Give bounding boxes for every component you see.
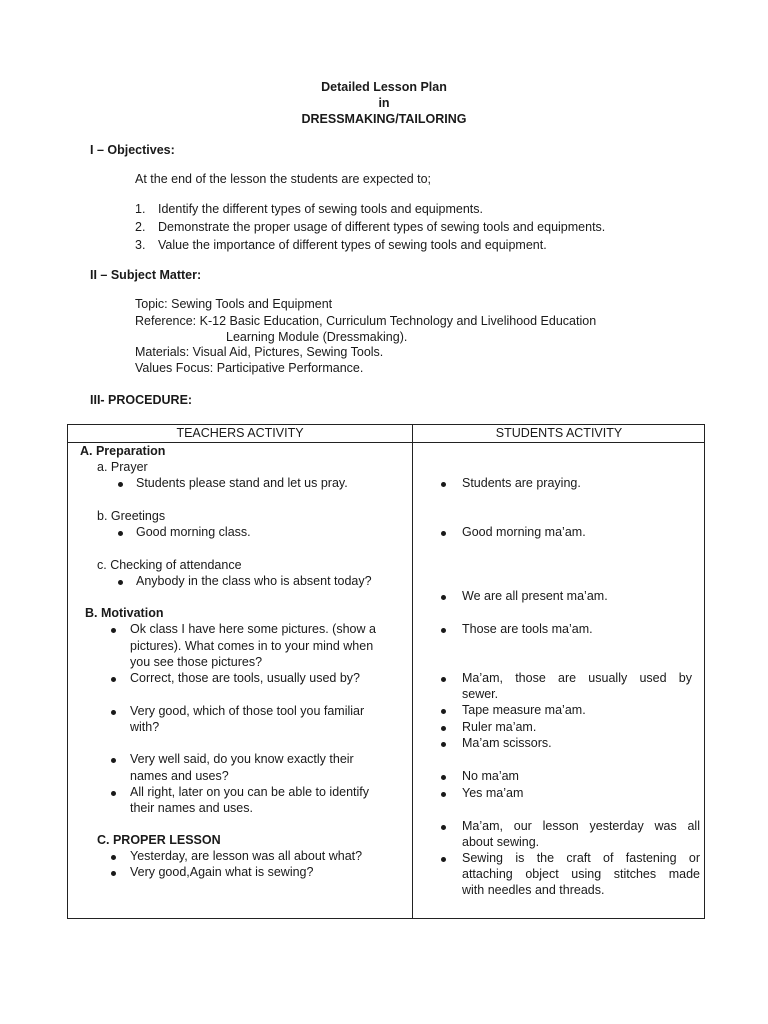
bullet-icon — [111, 677, 116, 682]
teacher-motivation-5a: All right, later on you can be able to identify — [130, 785, 370, 799]
student-response-6: Tape measure ma’am. — [462, 703, 586, 717]
teacher-motivation-1c: you see those pictures? — [130, 655, 263, 669]
bullet-icon — [441, 628, 446, 633]
item-attendance: c. Checking of attendance — [97, 558, 242, 572]
objective-item-1: Identify the different types of sewing tools and equipments. — [158, 202, 483, 216]
bullet-icon — [111, 791, 116, 796]
bullet-icon — [441, 792, 446, 797]
bullet-icon — [118, 580, 123, 585]
bullet-icon — [111, 710, 116, 715]
teacher-motivation-4b: names and uses? — [130, 769, 229, 783]
teacher-motivation-3a: Very good, which of those tool you familiar — [130, 704, 365, 718]
bullet-icon — [118, 482, 123, 487]
header-divider — [68, 442, 704, 443]
student-response-2: Good morning ma’am. — [462, 525, 586, 539]
bullet-icon — [441, 742, 446, 747]
col-header-teacher: TEACHERS ACTIVITY — [176, 426, 304, 440]
bullet-icon — [111, 628, 116, 633]
objectives-intro: At the end of the lesson the students are expected to; — [135, 172, 432, 186]
teacher-motivation-1a: Ok class I have here some pictures. (show a — [130, 622, 376, 636]
student-response-9: No ma’am — [462, 769, 519, 783]
bullet-icon — [111, 758, 116, 763]
column-divider — [412, 425, 413, 918]
student-response-4: Those are tools ma’am. — [462, 622, 593, 636]
subject-values: Values Focus: Participative Performance. — [135, 361, 364, 375]
student-response-10: Yes ma’am — [462, 786, 524, 800]
objective-num-3: 3. — [135, 238, 146, 252]
bullet-icon — [441, 857, 446, 862]
bullet-icon — [441, 531, 446, 536]
student-response-5a: Ma’am, those are usually used by — [462, 671, 692, 685]
bullet-icon — [441, 595, 446, 600]
student-response-11a: Ma’am, our lesson yesterday was all — [462, 819, 700, 833]
procedure-heading: III- PROCEDURE: — [90, 393, 193, 407]
bullet-icon — [111, 871, 116, 876]
doc-subject: DRESSMAKING/TAILORING — [301, 112, 467, 126]
subject-matter-heading: II – Subject Matter: — [90, 268, 202, 282]
student-response-7: Ruler ma’am. — [462, 720, 537, 734]
teacher-attendance-line: Anybody in the class who is absent today? — [136, 574, 372, 588]
objective-item-2: Demonstrate the proper usage of different types of sewing tools and equipments. — [158, 220, 606, 234]
doc-title-in: in — [378, 96, 390, 110]
teacher-prayer-line: Students please stand and let us pray. — [136, 476, 348, 490]
student-response-5b: sewer. — [462, 687, 499, 701]
teacher-proper-2: Very good,Again what is sewing? — [130, 865, 314, 879]
student-response-1: Students are praying. — [462, 476, 581, 490]
student-response-12b: attaching object using stitches made — [462, 867, 700, 881]
section-proper-lesson: C. PROPER LESSON — [97, 833, 221, 847]
col-header-student: STUDENTS ACTIVITY — [495, 426, 623, 440]
teacher-motivation-1b: pictures). What comes in to your mind when — [130, 639, 374, 653]
doc-title: Detailed Lesson Plan — [321, 80, 447, 94]
item-greetings: b. Greetings — [97, 509, 166, 523]
item-prayer: a. Prayer — [97, 460, 148, 474]
student-response-3: We are all present ma’am. — [462, 589, 608, 603]
subject-reference-cont: Learning Module (Dressmaking). — [226, 330, 408, 344]
procedure-table — [67, 424, 705, 919]
objective-num-2: 2. — [135, 220, 146, 234]
teacher-proper-1: Yesterday, are lesson was all about what? — [130, 849, 363, 863]
section-motivation: B. Motivation — [85, 606, 164, 620]
bullet-icon — [111, 855, 116, 860]
bullet-icon — [441, 709, 446, 714]
teacher-motivation-5b: their names and uses. — [130, 801, 253, 815]
objectives-heading: I – Objectives: — [90, 143, 175, 157]
objective-item-3: Value the importance of different types of sewing tools and equipment. — [158, 238, 547, 252]
bullet-icon — [441, 726, 446, 731]
bullet-icon — [118, 531, 123, 536]
student-response-8: Ma’am scissors. — [462, 736, 552, 750]
teacher-motivation-2: Correct, those are tools, usually used by? — [130, 671, 360, 685]
objective-num-1: 1. — [135, 202, 146, 216]
bullet-icon — [441, 677, 446, 682]
section-preparation: A. Preparation — [80, 444, 166, 458]
student-response-12c: with needles and threads. — [462, 883, 605, 897]
student-response-11b: about sewing. — [462, 835, 540, 849]
bullet-icon — [441, 825, 446, 830]
subject-materials: Materials: Visual Aid, Pictures, Sewing Tools. — [135, 345, 384, 359]
teacher-motivation-4a: Very well said, do you know exactly their — [130, 752, 354, 766]
teacher-greeting-line: Good morning class. — [136, 525, 251, 539]
bullet-icon — [441, 482, 446, 487]
teacher-motivation-3b: with? — [130, 720, 160, 734]
bullet-icon — [441, 775, 446, 780]
subject-topic: Topic: Sewing Tools and Equipment — [135, 297, 333, 311]
subject-reference: Reference: K-12 Basic Education, Curriculum Technology and Livelihood Education — [135, 314, 597, 328]
student-response-12a: Sewing is the craft of fastening or — [462, 851, 700, 865]
